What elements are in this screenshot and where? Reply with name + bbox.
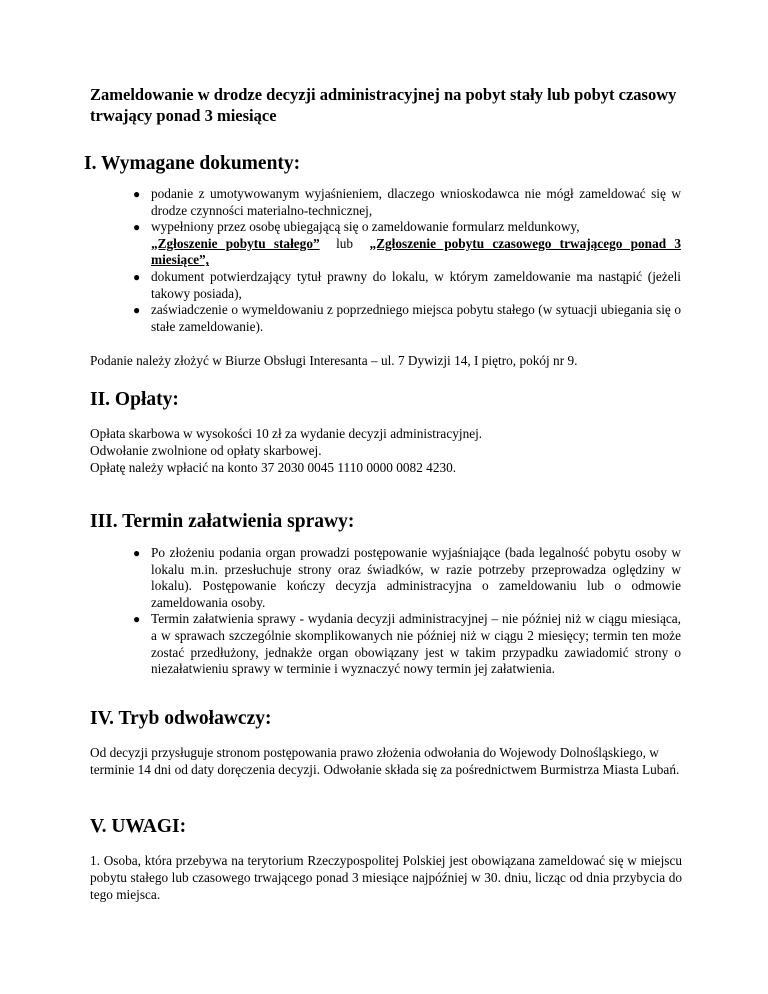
form-name-permanent: „Zgłoszenie pobytu stałego” <box>151 235 320 251</box>
document-title: Zameldowanie w drodze decyzji administracyjnej na pobyt stały lub pobyt czasowy trwający ponad 3 miesiące <box>90 85 677 125</box>
section-heading-fees: II. Opłaty: <box>90 389 179 410</box>
fee-line: Odwołanie zwolnione od opłaty skarbowej. <box>90 443 322 458</box>
list-item: ● zaświadczenie o wymeldowaniu z poprzedniego miejsca pobytu stałego (w sytuacji ubiegania się o stałe zameldowanie). <box>133 302 681 334</box>
bullet-icon: ● <box>133 303 141 318</box>
list-item: ● Po złożeniu podania organ prowadzi postępowanie wyjaśniające (bada legalność pobytu osoby w lokalu m.in. przesłuchuje strony oraz świadków, w razie potrzeby przeprowadza oględziny w lokalu). Postępowanie kończy decyzja administracyjna o zameldowaniu lub o odmowie zameldowania osoby. <box>133 545 681 610</box>
section-heading-appeal: IV. Tryb odwoławczy: <box>90 708 272 729</box>
list-item: ● Termin załatwienia sprawy - wydania decyzji administracyjnej – nie później niż w ciągu miesiąca, a w sprawach szczególnie skomplikowanych nie później niż w ciągu 2 miesięcy; termin ten może zostać przedłużony, jednakże organ obowiązany jest w takim przypadku zawiadomić strony o niezałatwieniu sprawy w terminie i wyznaczyć nowy termin jej załatwienia. <box>133 611 681 677</box>
bullet-icon: ● <box>133 187 141 201</box>
list-item: ● podanie z umotywowanym wyjaśnieniem, dlaczego wnioskodawca nie mógł zameldować się w drodze czynności materialno-technicznej, <box>133 186 681 218</box>
fee-line: Opłata skarbowa w wysokości 10 zł za wydanie decyzji administracyjnej. <box>90 426 483 441</box>
section-heading-required-documents: I. Wymagane dokumenty: <box>84 153 301 174</box>
required-documents-list <box>133 186 681 335</box>
bullet-icon: ● <box>133 220 141 235</box>
section-heading-notes: V. UWAGI: <box>90 816 187 837</box>
submission-note: Podanie należy złożyć w Biurze Obsługi Interesanta – ul. 7 Dywizji 14, I piętro, pokój nr 9. <box>90 353 578 368</box>
bullet-icon: ● <box>133 612 141 627</box>
notes-text: 1. Osoba, która przebywa na terytorium Rzeczypospolitej Polskiej jest obowiązana zameldować się w miejscu pobytu stałego lub czasowego trwającego ponad 3 miesiące najpóźniej w 30. dniu, licząc od dnia przybycia do tego miejsca. <box>90 853 682 902</box>
appeal-text: Od decyzji przysługuje stronom postępowania prawo złożenia odwołania do Wojewody Dolnośląskiego, w terminie 14 dni od daty doręczenia decyzji. Odwołanie składa się za pośrednictwem Burmistrza Miasta Lubań. <box>90 745 680 777</box>
section-heading-deadline: III. Termin załatwienia sprawy: <box>90 511 355 532</box>
bullet-icon: ● <box>133 269 141 284</box>
bullet-icon: ● <box>133 546 141 560</box>
list-item: ● dokument potwierdzający tytuł prawny do lokalu, w którym zameldowanie ma nastąpić (jeżeli takowy posiada), <box>133 268 681 301</box>
list-item: ● wypełniony przez osobę ubiegającą się o zameldowanie formularz meldunkowy, „Zgłoszenie pobytu stałego” lub „Zgłoszenie pobytu czasowego trwającego ponad 3 miesiące”, <box>133 219 681 268</box>
bank-account-line: Opłatę należy wpłacić na konto 37 2030 0045 1110 0000 0082 4230. <box>90 460 457 475</box>
form-name-temporary: „Zgłoszenie pobytu czasowego trwającego ponad 3 miesiące”, <box>151 235 681 268</box>
deadline-list <box>133 545 681 678</box>
